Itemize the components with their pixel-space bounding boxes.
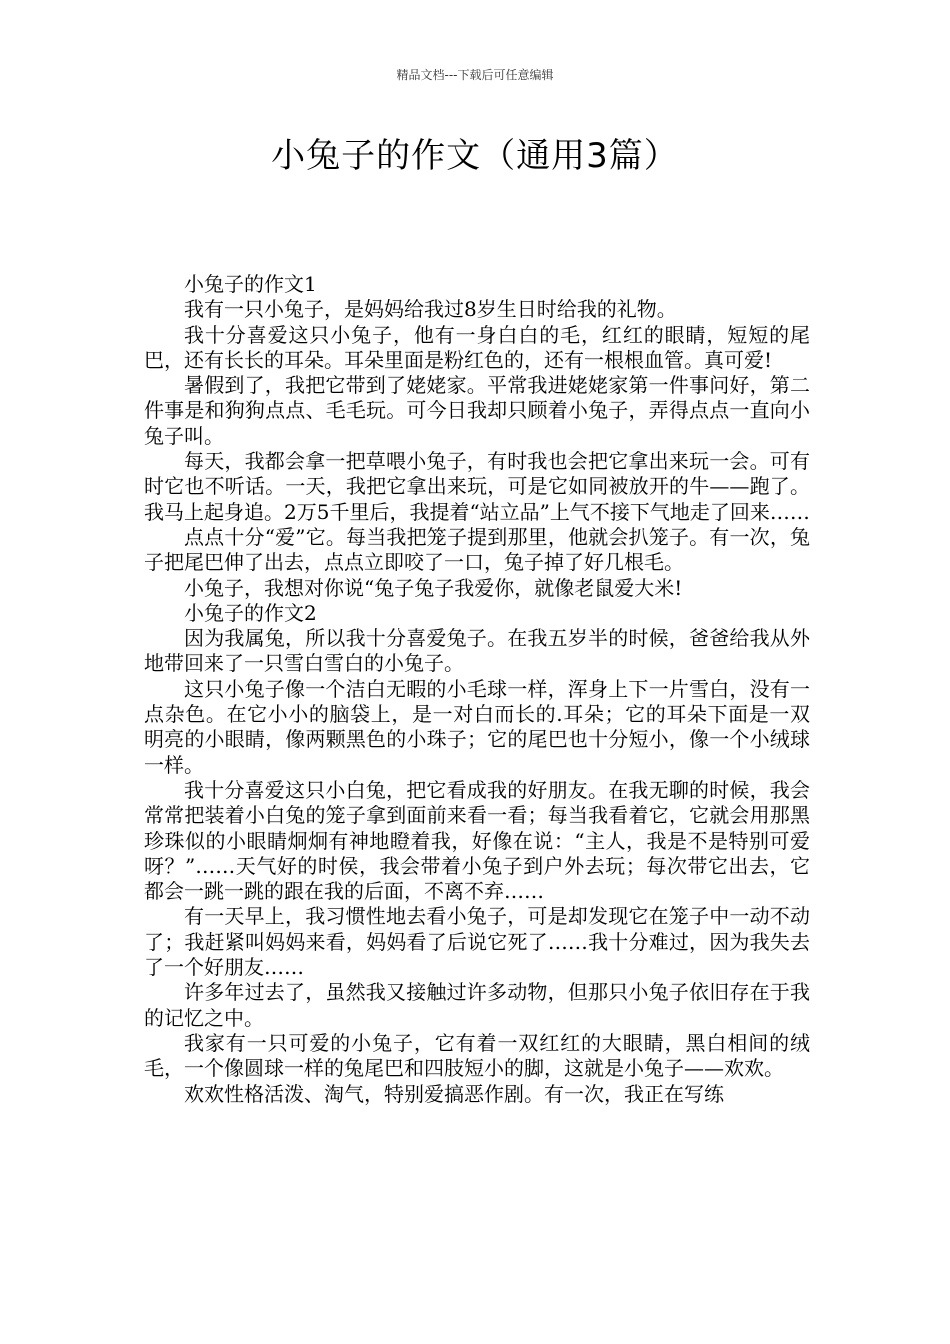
document-body [144, 272, 810, 1107]
header-note: 精品文档---下载后可任意编辑 [396, 68, 554, 82]
document-title: 小兔子的作文（通用3篇） [271, 136, 679, 176]
paragraph: 许多年过去了，虽然我又接触过许多动物，但那只小兔子依旧存在于我的记忆之中。 [144, 980, 810, 1030]
section-heading: 小兔子的作文2 [184, 600, 317, 625]
paragraph: 我家有一只可爱的小兔子，它有着一双红红的大眼睛，黑白相间的绒毛，一个像圆球一样的兔尾巴和四肢短小的脚，这就是小兔子——欢欢。 [144, 1030, 810, 1081]
paragraph: 欢欢性格活泼、淘气，特别爱搞恶作剧。有一次，我正在写练 [184, 1081, 724, 1106]
paragraph: 点点十分“爱”它。每当我把笼子提到那里，他就会扒笼子。有一次，兔子把尾巴伸了出去，点点立即咬了一口，兔子掉了好几根毛。 [144, 524, 810, 575]
paragraph: 有一天早上，我习惯性地去看小兔子，可是却发现它在笼子中一动不动了；我赶紧叫妈妈来看，妈妈看了后说它死了……我十分难过，因为我失去了一个好朋友…… [144, 904, 810, 980]
paragraph: 这只小兔子像一个洁白无暇的小毛球一样，浑身上下一片雪白，没有一点杂色。在它小小的脑袋上，是一对白而长的.耳朵；它的耳朵下面是一双明亮的小眼睛，像两颗黑色的小珠子；它的尾巴也十分短小，像一个小绒球一样。 [144, 676, 810, 777]
paragraph: 因为我属兔，所以我十分喜爱兔子。在我五岁半的时候，爸爸给我从外地带回来了一只雪白雪白的小兔子。 [144, 626, 810, 676]
paragraph: 每天，我都会拿一把草喂小兔子，有时我也会把它拿出来玩一会。可有时它也不听话。一天，我把它拿出来玩，可是它如同被放开的牛——跑了。我马上起身追。2万5千里后，我提着“站立品”上气不接下气地走了回来…… [144, 449, 810, 524]
paragraph: 小兔子，我想对你说“兔子兔子我爱你，就像老鼠爱大米! [184, 575, 683, 600]
paragraph: 我十分喜爱这只小兔子，他有一身白白的毛，红红的眼睛，短短的尾巴，还有长长的耳朵。耳朵里面是粉红色的，还有一根根血管。真可爱! [144, 322, 810, 372]
paragraph: 我十分喜爱这只小白兔，把它看成我的好朋友。在我无聊的时候，我会常常把装着小白兔的笼子拿到面前来看一看；每当我看着它，它就会用那黑珍珠似的小眼睛炯炯有神地瞪着我，好像在说：“主人，我是不是特别可爱呀？”……天气好的时侯，我会带着小兔子到户外去玩；每次带它出去，它都会一跳一跳的跟在我的后面，不离不弃…… [144, 777, 810, 904]
section-heading: 小兔子的作文1 [184, 272, 317, 296]
paragraph: 我有一只小兔子，是妈妈给我过8岁生日时给我的礼物。 [184, 297, 677, 322]
paragraph: 暑假到了，我把它带到了姥姥家。平常我进姥姥家第一件事问好，第二件事是和狗狗点点、毛毛玩。可今日我却只顾着小兔子，弄得点点一直向小兔子叫。 [144, 373, 810, 448]
